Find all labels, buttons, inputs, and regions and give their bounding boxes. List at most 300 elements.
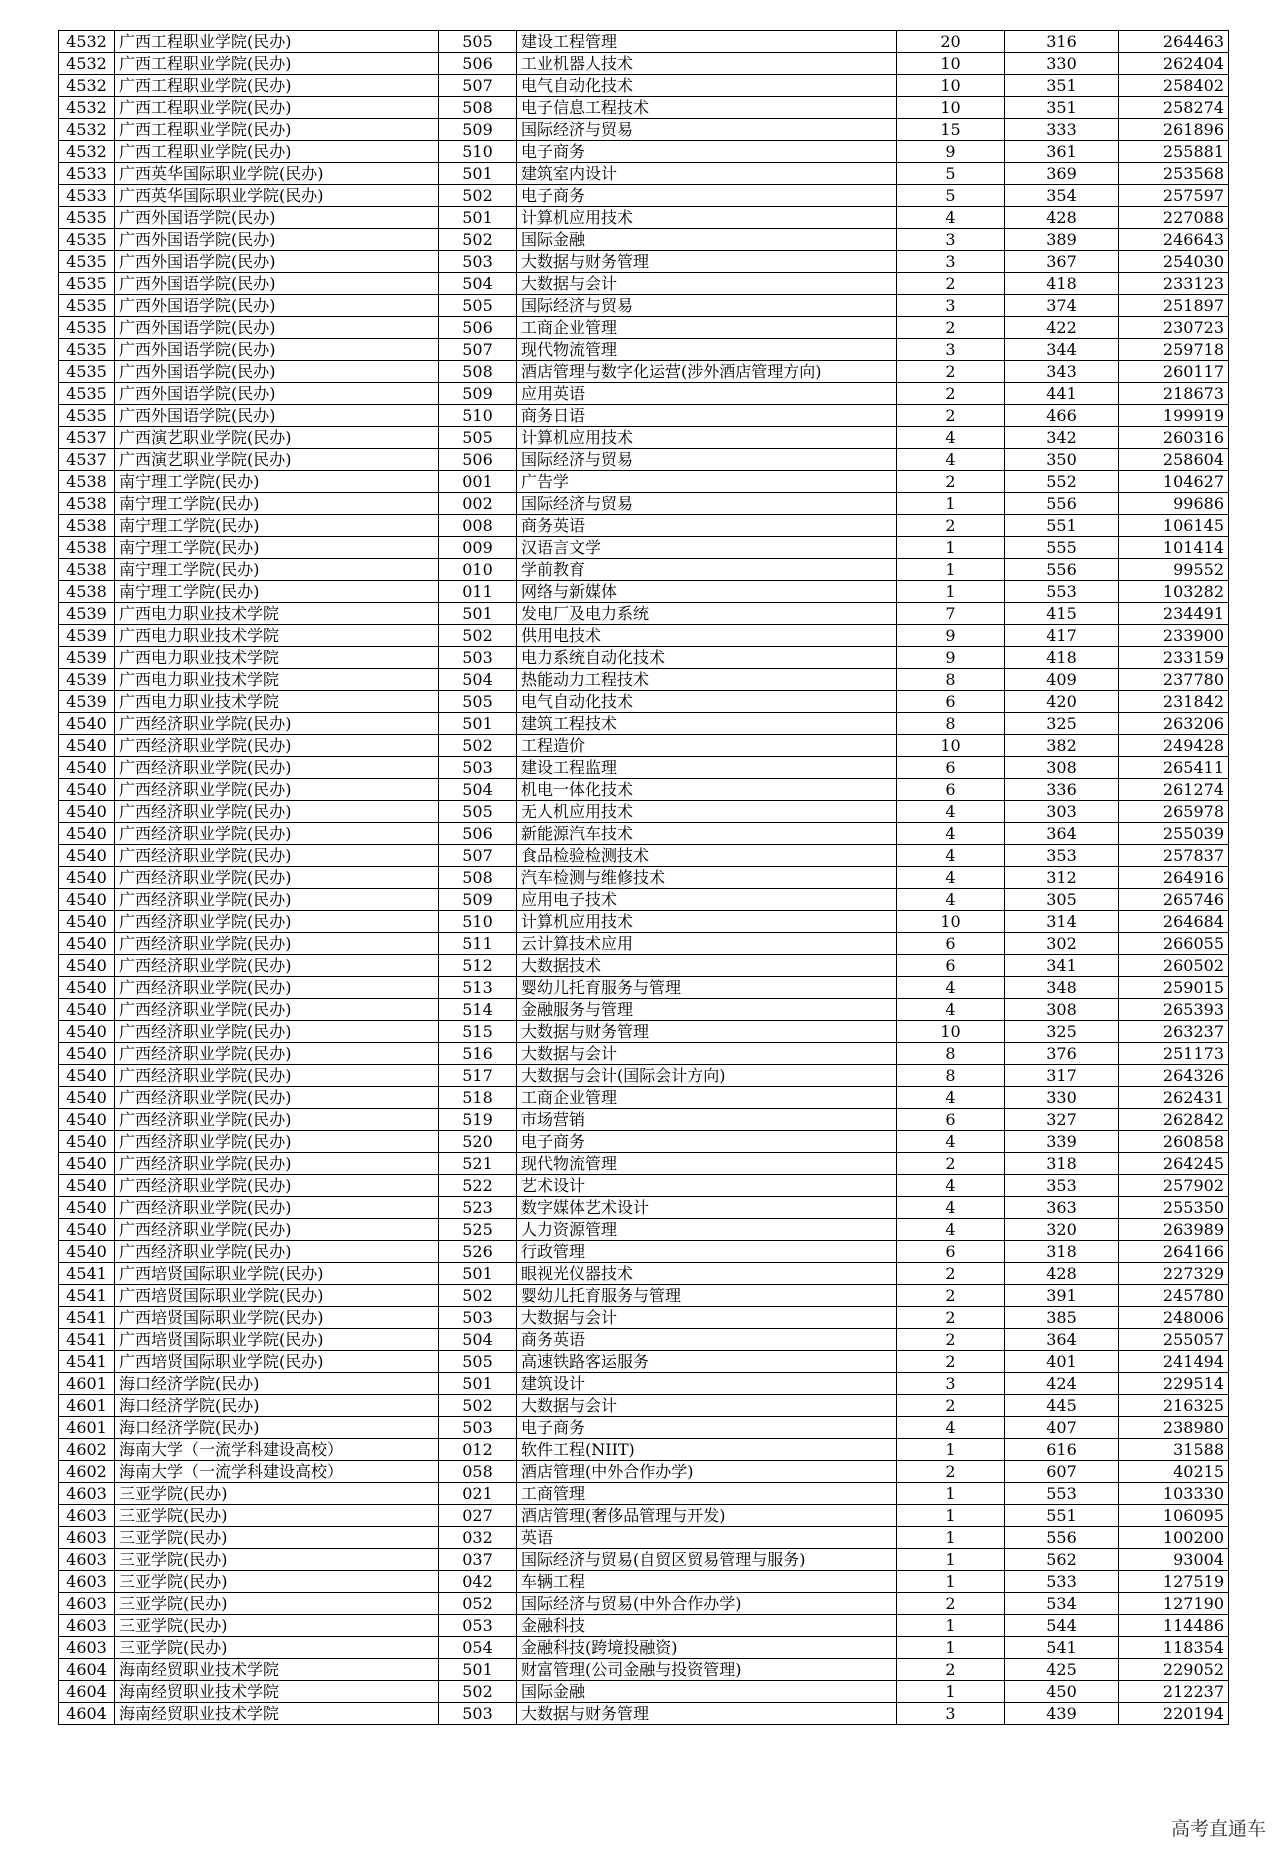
min-score-cell: 407 (1005, 1417, 1119, 1439)
school-code-cell: 4540 (59, 1043, 115, 1065)
min-score-cell: 374 (1005, 295, 1119, 317)
school-name-cell: 广西外国语学院(民办) (115, 317, 439, 339)
major-name-cell: 食品检验检测技术 (517, 845, 897, 867)
min-score-cell: 327 (1005, 1109, 1119, 1131)
rank-cell: 260858 (1119, 1131, 1229, 1153)
table-row (59, 955, 1229, 977)
major-name-cell: 电力系统自动化技术 (517, 647, 897, 669)
table-row (59, 1461, 1229, 1483)
min-score-cell: 350 (1005, 449, 1119, 471)
school-name-cell: 南宁理工学院(民办) (115, 471, 439, 493)
table-row (59, 1197, 1229, 1219)
major-name-cell: 现代物流管理 (517, 1153, 897, 1175)
rank-cell: 262431 (1119, 1087, 1229, 1109)
table-row (59, 647, 1229, 669)
major-code-cell: 509 (439, 889, 517, 911)
major-name-cell: 工商管理 (517, 1483, 897, 1505)
school-name-cell: 海口经济学院(民办) (115, 1373, 439, 1395)
min-score-cell: 348 (1005, 977, 1119, 999)
table-row (59, 251, 1229, 273)
school-name-cell: 广西经济职业学院(民办) (115, 911, 439, 933)
min-score-cell: 385 (1005, 1307, 1119, 1329)
major-code-cell: 501 (439, 163, 517, 185)
plan-count-cell: 4 (897, 999, 1005, 1021)
school-code-cell: 4540 (59, 1087, 115, 1109)
min-score-cell: 320 (1005, 1219, 1119, 1241)
rank-cell: 246643 (1119, 229, 1229, 251)
table-row (59, 911, 1229, 933)
major-code-cell: 518 (439, 1087, 517, 1109)
min-score-cell: 553 (1005, 1483, 1119, 1505)
rank-cell: 101414 (1119, 537, 1229, 559)
table-row (59, 53, 1229, 75)
major-code-cell: 512 (439, 955, 517, 977)
school-code-cell: 4604 (59, 1659, 115, 1681)
plan-count-cell: 9 (897, 625, 1005, 647)
major-code-cell: 521 (439, 1153, 517, 1175)
school-name-cell: 广西经济职业学院(民办) (115, 1175, 439, 1197)
rank-cell: 266055 (1119, 933, 1229, 955)
school-code-cell: 4535 (59, 361, 115, 383)
min-score-cell: 418 (1005, 647, 1119, 669)
min-score-cell: 376 (1005, 1043, 1119, 1065)
plan-count-cell: 1 (897, 537, 1005, 559)
table-row (59, 1021, 1229, 1043)
min-score-cell: 466 (1005, 405, 1119, 427)
plan-count-cell: 2 (897, 273, 1005, 295)
major-name-cell: 学前教育 (517, 559, 897, 581)
rank-cell: 255881 (1119, 141, 1229, 163)
school-name-cell: 广西外国语学院(民办) (115, 339, 439, 361)
school-name-cell: 海南大学（一流学科建设高校） (115, 1439, 439, 1461)
major-code-cell: 506 (439, 317, 517, 339)
rank-cell: 259718 (1119, 339, 1229, 361)
school-name-cell: 三亚学院(民办) (115, 1505, 439, 1527)
major-code-cell: 514 (439, 999, 517, 1021)
major-code-cell: 511 (439, 933, 517, 955)
watermark-text: 高考直通车 (1170, 1818, 1266, 1840)
min-score-cell: 314 (1005, 911, 1119, 933)
major-name-cell: 工业机器人技术 (517, 53, 897, 75)
major-code-cell: 502 (439, 229, 517, 251)
rank-cell: 103330 (1119, 1483, 1229, 1505)
plan-count-cell: 8 (897, 713, 1005, 735)
plan-count-cell: 5 (897, 185, 1005, 207)
major-code-cell: 509 (439, 383, 517, 405)
min-score-cell: 428 (1005, 207, 1119, 229)
table-row (59, 889, 1229, 911)
school-name-cell: 广西外国语学院(民办) (115, 295, 439, 317)
major-code-cell: 503 (439, 1307, 517, 1329)
school-code-cell: 4538 (59, 515, 115, 537)
table-row (59, 75, 1229, 97)
major-name-cell: 工程造价 (517, 735, 897, 757)
major-code-cell: 508 (439, 361, 517, 383)
major-name-cell: 电子信息工程技术 (517, 97, 897, 119)
rank-cell: 264326 (1119, 1065, 1229, 1087)
major-name-cell: 建筑设计 (517, 1373, 897, 1395)
rank-cell: 254030 (1119, 251, 1229, 273)
school-name-cell: 广西外国语学院(民办) (115, 405, 439, 427)
min-score-cell: 333 (1005, 119, 1119, 141)
min-score-cell: 556 (1005, 493, 1119, 515)
table-row (59, 141, 1229, 163)
plan-count-cell: 7 (897, 603, 1005, 625)
table-row (59, 1219, 1229, 1241)
major-name-cell: 英语 (517, 1527, 897, 1549)
plan-count-cell: 2 (897, 405, 1005, 427)
rank-cell: 234491 (1119, 603, 1229, 625)
table-row (59, 1439, 1229, 1461)
table-row (59, 471, 1229, 493)
school-code-cell: 4540 (59, 977, 115, 999)
plan-count-cell: 2 (897, 1659, 1005, 1681)
major-name-cell: 商务英语 (517, 1329, 897, 1351)
school-code-cell: 4541 (59, 1285, 115, 1307)
school-code-cell: 4540 (59, 801, 115, 823)
min-score-cell: 551 (1005, 1505, 1119, 1527)
major-code-cell: 520 (439, 1131, 517, 1153)
min-score-cell: 330 (1005, 1087, 1119, 1109)
plan-count-cell: 4 (897, 427, 1005, 449)
table-row (59, 537, 1229, 559)
table-row (59, 1153, 1229, 1175)
plan-count-cell: 1 (897, 559, 1005, 581)
school-name-cell: 广西外国语学院(民办) (115, 207, 439, 229)
table-row (59, 1043, 1229, 1065)
rank-cell: 257597 (1119, 185, 1229, 207)
major-name-cell: 金融科技(跨境投融资) (517, 1637, 897, 1659)
school-code-cell: 4535 (59, 251, 115, 273)
major-name-cell: 电子商务 (517, 185, 897, 207)
min-score-cell: 343 (1005, 361, 1119, 383)
plan-count-cell: 4 (897, 867, 1005, 889)
rank-cell: 258604 (1119, 449, 1229, 471)
school-name-cell: 广西培贤国际职业学院(民办) (115, 1285, 439, 1307)
major-code-cell: 522 (439, 1175, 517, 1197)
rank-cell: 93004 (1119, 1549, 1229, 1571)
school-code-cell: 4533 (59, 163, 115, 185)
major-code-cell: 517 (439, 1065, 517, 1087)
table-row (59, 163, 1229, 185)
major-name-cell: 电子商务 (517, 141, 897, 163)
rank-cell: 40215 (1119, 1461, 1229, 1483)
school-name-cell: 广西电力职业技术学院 (115, 603, 439, 625)
major-name-cell: 商务日语 (517, 405, 897, 427)
table-row (59, 405, 1229, 427)
rank-cell: 230723 (1119, 317, 1229, 339)
min-score-cell: 339 (1005, 1131, 1119, 1153)
school-name-cell: 三亚学院(民办) (115, 1637, 439, 1659)
school-code-cell: 4540 (59, 911, 115, 933)
school-name-cell: 南宁理工学院(民办) (115, 537, 439, 559)
plan-count-cell: 4 (897, 1197, 1005, 1219)
major-code-cell: 516 (439, 1043, 517, 1065)
school-name-cell: 广西经济职业学院(民办) (115, 823, 439, 845)
rank-cell: 260117 (1119, 361, 1229, 383)
plan-count-cell: 4 (897, 801, 1005, 823)
min-score-cell: 401 (1005, 1351, 1119, 1373)
plan-count-cell: 2 (897, 1153, 1005, 1175)
school-code-cell: 4540 (59, 1197, 115, 1219)
plan-count-cell: 10 (897, 735, 1005, 757)
rank-cell: 229514 (1119, 1373, 1229, 1395)
rank-cell: 231842 (1119, 691, 1229, 713)
major-name-cell: 现代物流管理 (517, 339, 897, 361)
plan-count-cell: 8 (897, 1043, 1005, 1065)
school-name-cell: 广西外国语学院(民办) (115, 361, 439, 383)
table-row (59, 317, 1229, 339)
major-code-cell: 505 (439, 295, 517, 317)
rank-cell: 237780 (1119, 669, 1229, 691)
min-score-cell: 555 (1005, 537, 1119, 559)
school-code-cell: 4540 (59, 845, 115, 867)
plan-count-cell: 3 (897, 251, 1005, 273)
min-score-cell: 424 (1005, 1373, 1119, 1395)
major-name-cell: 酒店管理与数字化运营(涉外酒店管理方向) (517, 361, 897, 383)
major-name-cell: 应用电子技术 (517, 889, 897, 911)
plan-count-cell: 6 (897, 691, 1005, 713)
school-code-cell: 4532 (59, 75, 115, 97)
rank-cell: 251897 (1119, 295, 1229, 317)
table-row (59, 97, 1229, 119)
major-name-cell: 计算机应用技术 (517, 207, 897, 229)
plan-count-cell: 8 (897, 669, 1005, 691)
school-name-cell: 南宁理工学院(民办) (115, 559, 439, 581)
major-code-cell: 510 (439, 141, 517, 163)
plan-count-cell: 8 (897, 1065, 1005, 1087)
major-name-cell: 大数据技术 (517, 955, 897, 977)
plan-count-cell: 2 (897, 471, 1005, 493)
school-code-cell: 4540 (59, 867, 115, 889)
school-name-cell: 广西经济职业学院(民办) (115, 1109, 439, 1131)
plan-count-cell: 4 (897, 449, 1005, 471)
table-row (59, 1505, 1229, 1527)
min-score-cell: 541 (1005, 1637, 1119, 1659)
major-code-cell: 509 (439, 119, 517, 141)
min-score-cell: 556 (1005, 559, 1119, 581)
table-row (59, 493, 1229, 515)
min-score-cell: 445 (1005, 1395, 1119, 1417)
min-score-cell: 361 (1005, 141, 1119, 163)
table-row (59, 1681, 1229, 1703)
school-name-cell: 广西电力职业技术学院 (115, 691, 439, 713)
school-code-cell: 4538 (59, 471, 115, 493)
plan-count-cell: 1 (897, 1549, 1005, 1571)
school-code-cell: 4602 (59, 1439, 115, 1461)
school-code-cell: 4540 (59, 779, 115, 801)
table-row (59, 1417, 1229, 1439)
school-code-cell: 4532 (59, 53, 115, 75)
rank-cell: 233900 (1119, 625, 1229, 647)
plan-count-cell: 9 (897, 647, 1005, 669)
rank-cell: 233159 (1119, 647, 1229, 669)
table-row (59, 273, 1229, 295)
major-code-cell: 501 (439, 1659, 517, 1681)
plan-count-cell: 1 (897, 581, 1005, 603)
major-code-cell: 503 (439, 757, 517, 779)
table-row (59, 1109, 1229, 1131)
rank-cell: 253568 (1119, 163, 1229, 185)
major-name-cell: 大数据与财务管理 (517, 1021, 897, 1043)
major-name-cell: 机电一体化技术 (517, 779, 897, 801)
major-code-cell: 519 (439, 1109, 517, 1131)
rank-cell: 258274 (1119, 97, 1229, 119)
school-code-cell: 4541 (59, 1263, 115, 1285)
school-code-cell: 4541 (59, 1307, 115, 1329)
school-name-cell: 南宁理工学院(民办) (115, 581, 439, 603)
school-name-cell: 海南经贸职业技术学院 (115, 1659, 439, 1681)
school-code-cell: 4537 (59, 449, 115, 471)
plan-count-cell: 4 (897, 889, 1005, 911)
plan-count-cell: 1 (897, 1505, 1005, 1527)
table-row (59, 515, 1229, 537)
major-name-cell: 大数据与财务管理 (517, 251, 897, 273)
school-name-cell: 广西英华国际职业学院(民办) (115, 185, 439, 207)
school-name-cell: 广西经济职业学院(民办) (115, 757, 439, 779)
major-code-cell: 510 (439, 911, 517, 933)
major-name-cell: 大数据与财务管理 (517, 1703, 897, 1725)
major-code-cell: 506 (439, 53, 517, 75)
rank-cell: 114486 (1119, 1615, 1229, 1637)
major-name-cell: 无人机应用技术 (517, 801, 897, 823)
min-score-cell: 450 (1005, 1681, 1119, 1703)
major-name-cell: 广告学 (517, 471, 897, 493)
table-row (59, 229, 1229, 251)
major-name-cell: 建设工程监理 (517, 757, 897, 779)
school-name-cell: 广西培贤国际职业学院(民办) (115, 1307, 439, 1329)
major-code-cell: 502 (439, 1285, 517, 1307)
rank-cell: 220194 (1119, 1703, 1229, 1725)
rank-cell: 265393 (1119, 999, 1229, 1021)
min-score-cell: 534 (1005, 1593, 1119, 1615)
school-code-cell: 4541 (59, 1329, 115, 1351)
table-row (59, 1329, 1229, 1351)
major-name-cell: 数字媒体艺术设计 (517, 1197, 897, 1219)
plan-count-cell: 5 (897, 163, 1005, 185)
major-code-cell: 503 (439, 1703, 517, 1725)
school-name-cell: 广西经济职业学院(民办) (115, 1197, 439, 1219)
plan-count-cell: 4 (897, 1219, 1005, 1241)
school-name-cell: 广西外国语学院(民办) (115, 383, 439, 405)
school-code-cell: 4539 (59, 691, 115, 713)
min-score-cell: 316 (1005, 31, 1119, 53)
major-code-cell: 504 (439, 1329, 517, 1351)
school-code-cell: 4603 (59, 1593, 115, 1615)
major-name-cell: 高速铁路客运服务 (517, 1351, 897, 1373)
plan-count-cell: 6 (897, 779, 1005, 801)
school-code-cell: 4540 (59, 713, 115, 735)
major-name-cell: 电气自动化技术 (517, 691, 897, 713)
school-name-cell: 海口经济学院(民办) (115, 1395, 439, 1417)
major-name-cell: 国际经济与贸易 (517, 449, 897, 471)
major-code-cell: 506 (439, 823, 517, 845)
major-name-cell: 金融服务与管理 (517, 999, 897, 1021)
min-score-cell: 369 (1005, 163, 1119, 185)
plan-count-cell: 6 (897, 955, 1005, 977)
plan-count-cell: 2 (897, 1285, 1005, 1307)
major-code-cell: 504 (439, 669, 517, 691)
school-code-cell: 4601 (59, 1395, 115, 1417)
school-code-cell: 4540 (59, 1219, 115, 1241)
school-name-cell: 广西电力职业技术学院 (115, 647, 439, 669)
table-row (59, 1131, 1229, 1153)
school-name-cell: 广西外国语学院(民办) (115, 251, 439, 273)
major-code-cell: 058 (439, 1461, 517, 1483)
school-code-cell: 4601 (59, 1373, 115, 1395)
rank-cell: 100200 (1119, 1527, 1229, 1549)
plan-count-cell: 2 (897, 1395, 1005, 1417)
rank-cell: 255057 (1119, 1329, 1229, 1351)
rank-cell: 199919 (1119, 405, 1229, 427)
plan-count-cell: 1 (897, 1571, 1005, 1593)
major-name-cell: 行政管理 (517, 1241, 897, 1263)
major-code-cell: 505 (439, 427, 517, 449)
table-row (59, 383, 1229, 405)
school-name-cell: 广西英华国际职业学院(民办) (115, 163, 439, 185)
table-row (59, 207, 1229, 229)
min-score-cell: 354 (1005, 185, 1119, 207)
min-score-cell: 415 (1005, 603, 1119, 625)
plan-count-cell: 4 (897, 845, 1005, 867)
school-name-cell: 广西经济职业学院(民办) (115, 1065, 439, 1087)
rank-cell: 259015 (1119, 977, 1229, 999)
table-row (59, 581, 1229, 603)
school-name-cell: 广西经济职业学院(民办) (115, 999, 439, 1021)
rank-cell: 251173 (1119, 1043, 1229, 1065)
major-name-cell: 新能源汽车技术 (517, 823, 897, 845)
min-score-cell: 544 (1005, 1615, 1119, 1637)
major-name-cell: 电子商务 (517, 1131, 897, 1153)
school-name-cell: 广西演艺职业学院(民办) (115, 449, 439, 471)
min-score-cell: 308 (1005, 757, 1119, 779)
school-name-cell: 海南大学（一流学科建设高校） (115, 1461, 439, 1483)
rank-cell: 265411 (1119, 757, 1229, 779)
table-row (59, 1637, 1229, 1659)
major-code-cell: 508 (439, 97, 517, 119)
major-name-cell: 国际经济与贸易 (517, 493, 897, 515)
min-score-cell: 382 (1005, 735, 1119, 757)
rank-cell: 238980 (1119, 1417, 1229, 1439)
major-code-cell: 052 (439, 1593, 517, 1615)
school-code-cell: 4540 (59, 1153, 115, 1175)
major-name-cell: 酒店管理(奢侈品管理与开发) (517, 1505, 897, 1527)
school-code-cell: 4532 (59, 141, 115, 163)
school-name-cell: 广西经济职业学院(民办) (115, 845, 439, 867)
major-name-cell: 发电厂及电力系统 (517, 603, 897, 625)
table-row (59, 735, 1229, 757)
rank-cell: 31588 (1119, 1439, 1229, 1461)
school-code-cell: 4540 (59, 889, 115, 911)
rank-cell: 264166 (1119, 1241, 1229, 1263)
major-code-cell: 037 (439, 1549, 517, 1571)
rank-cell: 245780 (1119, 1285, 1229, 1307)
table-row (59, 999, 1229, 1021)
school-name-cell: 广西外国语学院(民办) (115, 229, 439, 251)
school-name-cell: 广西经济职业学院(民办) (115, 735, 439, 757)
min-score-cell: 317 (1005, 1065, 1119, 1087)
major-name-cell: 大数据与会计(国际会计方向) (517, 1065, 897, 1087)
min-score-cell: 552 (1005, 471, 1119, 493)
rank-cell: 255350 (1119, 1197, 1229, 1219)
major-code-cell: 501 (439, 1263, 517, 1285)
table-row (59, 867, 1229, 889)
major-code-cell: 523 (439, 1197, 517, 1219)
admission-score-table (58, 30, 1229, 1725)
school-code-cell: 4538 (59, 493, 115, 515)
major-name-cell: 汉语言文学 (517, 537, 897, 559)
rank-cell: 227329 (1119, 1263, 1229, 1285)
